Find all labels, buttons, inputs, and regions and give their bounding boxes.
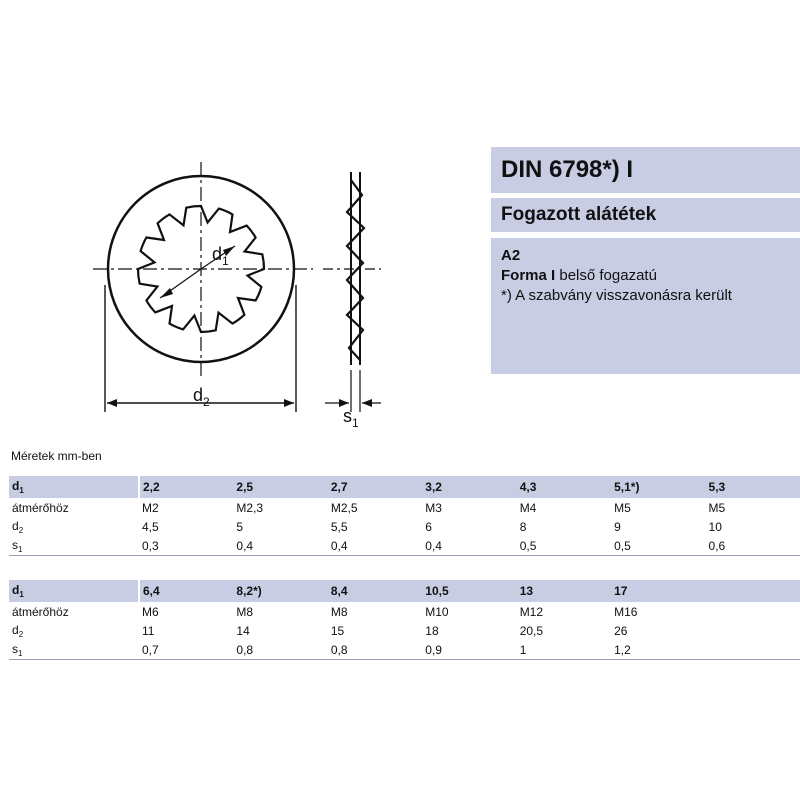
table-cell: 1,2 xyxy=(611,640,705,660)
table-cell: 2,7 xyxy=(328,476,422,498)
row-label: $d_2$ xyxy=(12,518,24,535)
table-row xyxy=(9,498,800,517)
table-cell: M10 xyxy=(425,604,449,619)
table-cell: M2,5 xyxy=(330,500,358,515)
table-cell: 10 xyxy=(708,519,722,534)
table-row xyxy=(9,621,800,640)
table-cell: 18 xyxy=(425,623,439,638)
row-label: átmérőhöz xyxy=(12,604,69,619)
table-cell: M2 xyxy=(142,500,159,515)
table-cell: 0,8 xyxy=(328,640,422,660)
dimension-table-2 xyxy=(9,580,800,660)
table-cell: M3 xyxy=(425,500,442,515)
dimension-table-1 xyxy=(9,476,800,556)
table-cell: M4 xyxy=(519,500,537,515)
row-label: átmérőhöz xyxy=(12,500,69,515)
table-cell: 10,5 xyxy=(422,580,516,602)
table-cell: 0,4 xyxy=(233,536,327,556)
table-cell: 6,4 xyxy=(139,580,233,602)
svg-text:s1: $s_1$ xyxy=(343,406,359,430)
table-cell: 8,4 xyxy=(328,580,422,602)
table-cell: 6 xyxy=(425,519,432,534)
units-label: Méretek mm-ben xyxy=(11,449,102,463)
table-cell: 11 xyxy=(142,623,155,638)
table-cell: 8 xyxy=(519,519,527,534)
table-cell: 0,4 xyxy=(422,536,516,556)
table-cell: 3,2 xyxy=(422,476,516,498)
table-cell: 2,2 xyxy=(139,476,233,498)
table-cell: 5 xyxy=(236,519,244,534)
table-cell xyxy=(706,640,800,660)
table-cell: 0,3 xyxy=(139,536,233,556)
standard-title: DIN 6798*) I xyxy=(501,156,634,183)
table-cell: 0,5 xyxy=(517,536,611,556)
standard-title-box xyxy=(491,147,800,193)
form-line xyxy=(501,266,790,286)
table-cell: 0,4 xyxy=(328,536,422,556)
table-cell: 14 xyxy=(236,623,250,638)
form-description: belső fogazatú xyxy=(555,267,657,284)
table-cell: 26 xyxy=(614,623,628,638)
table-cell: 13 xyxy=(517,580,611,602)
table-cell: 0,7 xyxy=(139,640,233,660)
table-cell: 0,8 xyxy=(233,640,327,660)
table-row xyxy=(9,536,800,556)
table-cell: M8 xyxy=(236,604,254,619)
s1-label: s xyxy=(343,406,352,426)
washer-drawing xyxy=(85,160,405,440)
table-cell xyxy=(706,602,800,621)
svg-text:d2: $d_2$ xyxy=(193,385,210,409)
withdrawal-note: *) A szabvány visszavonásra került xyxy=(501,287,732,304)
table-cell: M5 xyxy=(614,500,631,515)
table-cell: M5 xyxy=(708,500,726,515)
table-cell: 17 xyxy=(611,580,705,602)
product-name-box xyxy=(491,198,800,232)
table-cell: 0,9 xyxy=(422,640,516,660)
material-grade: A2 xyxy=(501,247,521,264)
table-cell: M16 xyxy=(614,604,638,619)
table-cell: 0,6 xyxy=(706,536,800,556)
table-cell: 5,1*) xyxy=(611,476,705,498)
table-cell: 4,3 xyxy=(517,476,611,498)
d2-label: d xyxy=(193,385,204,405)
table-cell: 9 xyxy=(614,519,621,534)
table-cell: 1 xyxy=(517,640,611,660)
table-cell: M2,3 xyxy=(236,500,264,515)
row-label: $s_1$ xyxy=(9,640,139,660)
table-cell: 5,5 xyxy=(330,519,348,534)
table-cell xyxy=(706,621,800,640)
svg-text:d1: $d_1$ xyxy=(212,244,229,268)
washer-drawing-svg xyxy=(85,160,405,440)
table-row xyxy=(9,517,800,536)
table-cell: 15 xyxy=(330,623,345,638)
table-cell: M6 xyxy=(142,604,159,619)
table-cell: 0,5 xyxy=(611,536,705,556)
table-cell: 5,3 xyxy=(706,476,800,498)
table-cell xyxy=(706,580,800,602)
table-row xyxy=(9,640,800,660)
table-cell: M12 xyxy=(519,604,544,619)
row-label: $d_2$ xyxy=(12,622,24,639)
form-name: Forma I xyxy=(501,267,556,284)
d1-label: d xyxy=(212,244,223,264)
table-cell: 8,2*) xyxy=(233,580,327,602)
table-row: $d_1$ 6,4 8,2*) 8,4 10,5 13 17 xyxy=(9,580,800,602)
table-row: $d_1$ 2,2 2,5 2,7 3,2 4,3 5,1*) 5,3 xyxy=(9,476,800,498)
table-cell: 20,5 xyxy=(519,623,544,638)
product-name: Fogazott alátétek xyxy=(501,204,657,225)
description-box xyxy=(491,238,800,374)
table-cell: 2,5 xyxy=(233,476,327,498)
table-row xyxy=(9,602,800,621)
row-label: $s_1$ xyxy=(9,536,139,556)
table-cell: M8 xyxy=(330,604,348,619)
table-cell: 4,5 xyxy=(142,519,159,534)
